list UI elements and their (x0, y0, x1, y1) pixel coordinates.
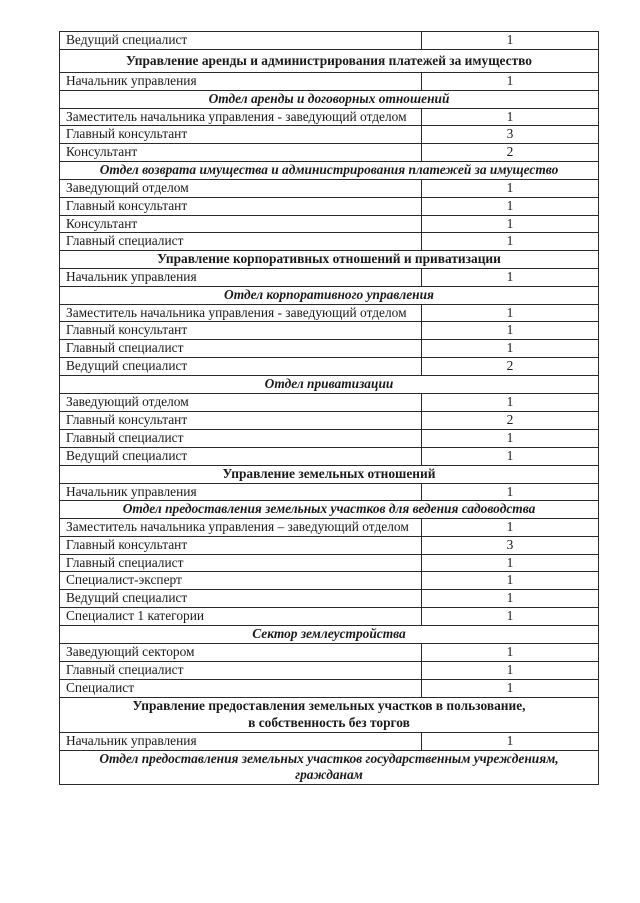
position-name: Заместитель начальника управления - заведующий отделом (60, 108, 422, 125)
section-heading: Управление аренды и администрирования платежей за имущество (60, 49, 599, 72)
position-name: Заведующий отделом (60, 179, 422, 197)
table-row (60, 644, 599, 662)
subsection-heading (60, 750, 599, 785)
subsection-heading: Отдел корпоративного управления (60, 287, 599, 305)
position-count: 1 (422, 179, 599, 197)
position-name: Консультант (60, 143, 422, 161)
position-name: Заместитель начальника управления - заведующий отделом (60, 305, 422, 322)
section-heading (60, 697, 599, 732)
table-row (60, 590, 599, 608)
table-row (60, 126, 599, 144)
position-count: 1 (422, 590, 599, 608)
position-count: 1 (422, 679, 599, 697)
subsection-row (60, 161, 599, 179)
table-row (60, 661, 599, 679)
position-count: 1 (422, 108, 599, 125)
section-heading-line-1: Управление предоставления земельных участков в пользование, (132, 697, 526, 713)
position-name: Главный консультант (60, 536, 422, 554)
position-name: Главный специалист (60, 554, 422, 572)
position-count: 1 (422, 554, 599, 572)
position-count: 1 (422, 269, 599, 287)
position-name: Главный специалист (60, 340, 422, 358)
position-name: Ведущий специалист (60, 590, 422, 608)
position-name: Главный консультант (60, 126, 422, 144)
position-count: 1 (422, 572, 599, 590)
subsection-row (60, 287, 599, 305)
position-count: 1 (422, 519, 599, 536)
position-name: Главный специалист (60, 429, 422, 447)
position-count: 1 (422, 732, 599, 750)
position-count: 1 (422, 429, 599, 447)
section-row (60, 465, 599, 483)
position-count: 1 (422, 661, 599, 679)
table-row (60, 322, 599, 340)
table-row (60, 394, 599, 412)
position-name: Главный консультант (60, 197, 422, 215)
position-count: 1 (422, 233, 599, 251)
position-name: Главный консультант (60, 322, 422, 340)
table-row (60, 519, 599, 536)
subsection-heading: Отдел возврата имущества и администрирования платежей за имущество (60, 161, 599, 179)
table-row (60, 608, 599, 626)
position-count: 3 (422, 536, 599, 554)
table-row (60, 179, 599, 197)
table-row (60, 143, 599, 161)
position-name: Главный специалист (60, 661, 422, 679)
position-count: 1 (422, 305, 599, 322)
position-count: 1 (422, 608, 599, 626)
position-name: Начальник управления (60, 732, 422, 750)
subsection-row (60, 376, 599, 394)
table-row (60, 429, 599, 447)
position-name: Заведующий сектором (60, 644, 422, 662)
position-name: Начальник управления (60, 483, 422, 501)
table-row (60, 108, 599, 125)
position-name: Заместитель начальника управления – заведующий отделом (60, 519, 422, 536)
table-row (60, 215, 599, 233)
table-row (60, 340, 599, 358)
subsection-row (60, 501, 599, 519)
position-count: 2 (422, 358, 599, 376)
table-row (60, 732, 599, 750)
position-name: Главный консультант (60, 411, 422, 429)
table-row (60, 447, 599, 465)
position-name: Ведущий специалист (60, 447, 422, 465)
table-row (60, 554, 599, 572)
position-count: 2 (422, 143, 599, 161)
position-name: Начальник управления (60, 72, 422, 90)
table-row (60, 572, 599, 590)
position-name: Консультант (60, 215, 422, 233)
subsection-heading: Отдел приватизации (60, 376, 599, 394)
table-row (60, 269, 599, 287)
subsection-row (60, 626, 599, 644)
table-row (60, 358, 599, 376)
table-row (60, 483, 599, 501)
position-name: Ведущий специалист (60, 358, 422, 376)
table-row (60, 233, 599, 251)
position-count: 1 (422, 644, 599, 662)
table-row (60, 72, 599, 90)
table-row (60, 305, 599, 322)
position-count: 1 (422, 394, 599, 412)
position-count: 1 (422, 215, 599, 233)
table-row (60, 197, 599, 215)
table-row (60, 679, 599, 697)
subsection-row (60, 90, 599, 108)
table-row (60, 32, 599, 50)
subsection-row (60, 750, 599, 785)
position-count: 1 (422, 322, 599, 340)
subsection-heading: Сектор землеустройства (60, 626, 599, 644)
position-count: 2 (422, 411, 599, 429)
section-row (60, 251, 599, 269)
position-count: 1 (422, 447, 599, 465)
subsection-heading: Отдел предоставления земельных участков для ведения садоводства (60, 501, 599, 519)
subsection-heading-line-1: Отдел предоставления земельных участков государственным учреждениям, (99, 750, 559, 766)
position-count: 1 (422, 483, 599, 501)
table-row (60, 411, 599, 429)
position-name: Ведущий специалист (60, 32, 422, 50)
position-count: 1 (422, 72, 599, 90)
section-row (60, 697, 599, 732)
position-count: 1 (422, 32, 599, 50)
staffing-table (59, 31, 599, 785)
position-name: Главный специалист (60, 233, 422, 251)
position-count: 1 (422, 197, 599, 215)
position-name: Специалист-эксперт (60, 572, 422, 590)
section-row (60, 49, 599, 72)
position-count: 3 (422, 126, 599, 144)
section-heading: Управление земельных отношений (60, 465, 599, 483)
section-heading: Управление корпоративных отношений и приватизации (60, 251, 599, 269)
position-name: Специалист 1 категории (60, 608, 422, 626)
subsection-heading: Отдел аренды и договорных отношений (60, 90, 599, 108)
table-row (60, 536, 599, 554)
section-heading-line-2: в собственность без торгов (248, 714, 410, 730)
position-name: Начальник управления (60, 269, 422, 287)
position-name: Специалист (60, 679, 422, 697)
position-count: 1 (422, 340, 599, 358)
subsection-heading-line-2: гражданам (295, 767, 363, 783)
position-name: Заведующий отделом (60, 394, 422, 412)
